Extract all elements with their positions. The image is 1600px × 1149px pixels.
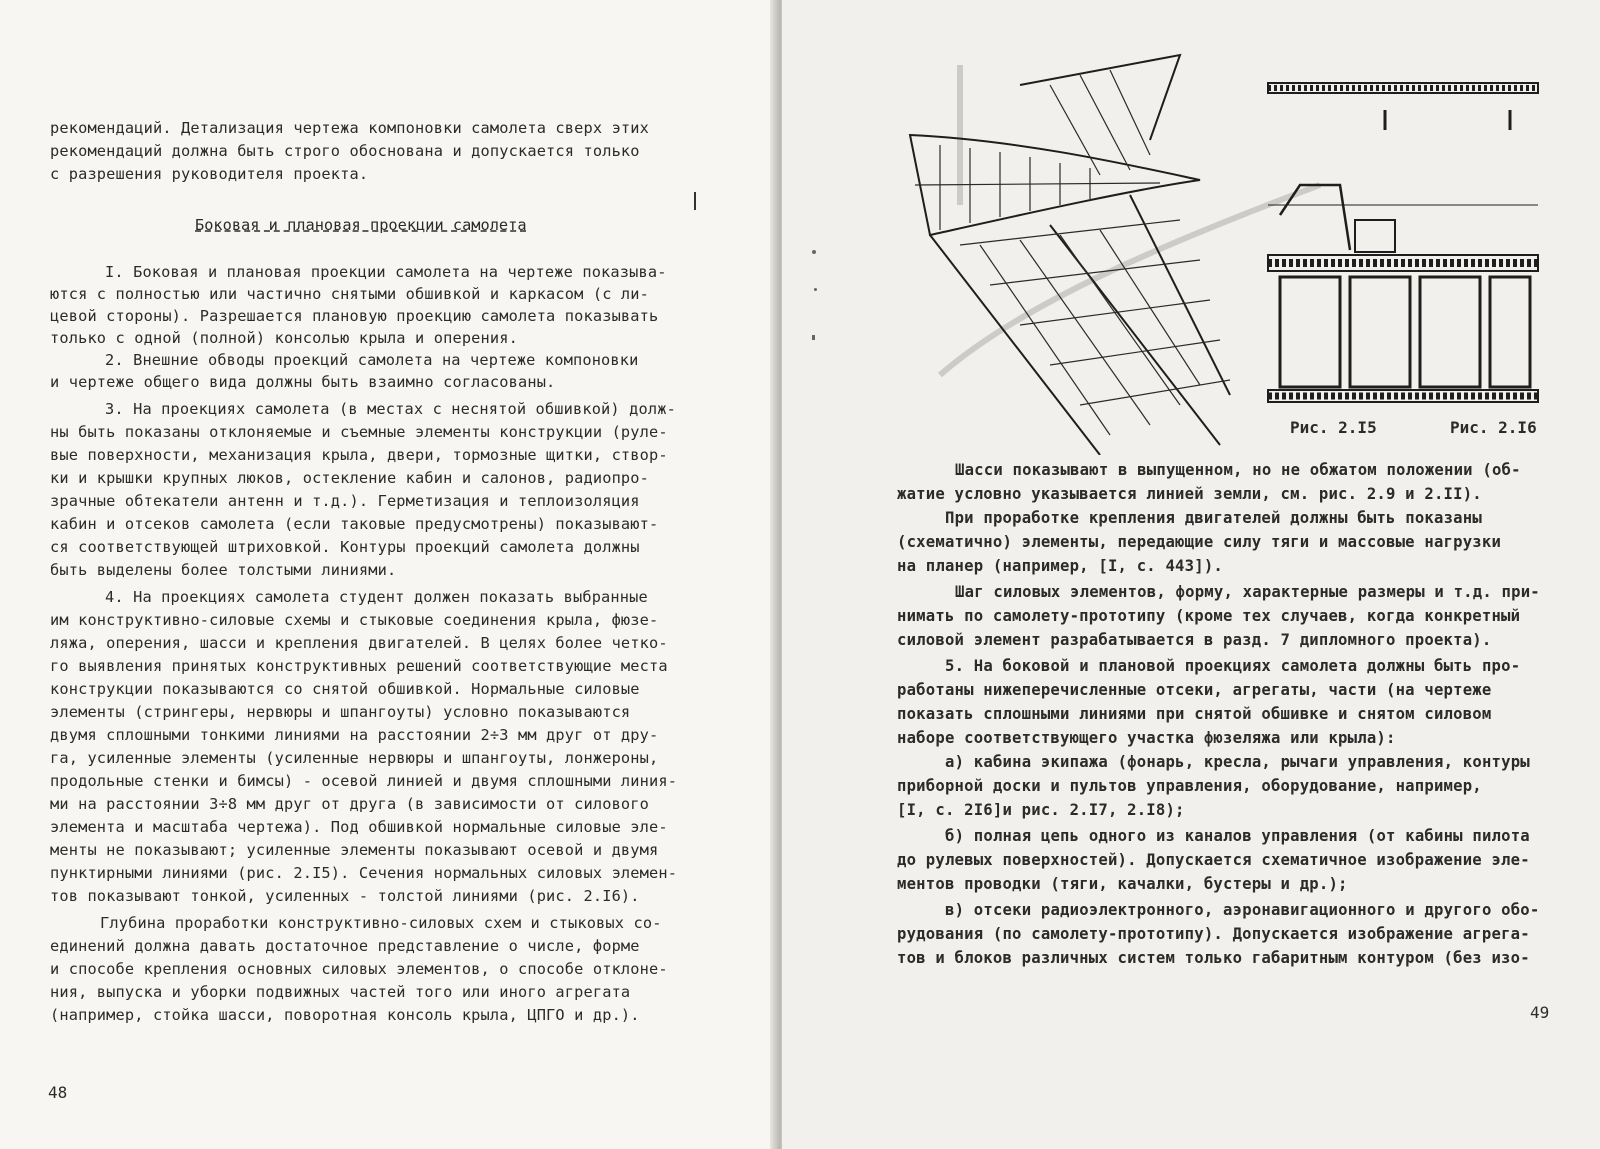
body-line: показать сплошными линиями при снятой обшивке и снятом силовом <box>897 705 1492 723</box>
intro-line: рекомендаций. Детализация чертежа компоновки самолета сверх этих <box>50 119 650 137</box>
body-line: ния, выпуска и уборки подвижных частей того или иного агрегата <box>50 983 631 1001</box>
body-line: элемента и масштаба чертежа). Под обшивкой нормальные силовые эле- <box>50 818 668 836</box>
body-line: I. Боковая и плановая проекции самолета на чертеже показыва- <box>105 263 667 281</box>
body-line: только с одной (полной) консолью крыла и оперения. <box>50 329 518 347</box>
body-line: наборе соответствующего участка фюзеляжа или крыла): <box>897 729 1396 747</box>
body-line: работаны нижеперечисленные отсеки, агрегаты, части (на чертеже <box>897 681 1492 699</box>
body-line: кабин и отсеков самолета (если таковые предусмотрены) показывают- <box>50 515 659 533</box>
body-line: Шаг силовых элементов, форму, характерные размеры и т.д. при- <box>955 583 1540 601</box>
body-line: конструкции показываются со снятой обшивкой. Нормальные силовые <box>50 680 640 698</box>
intro-line: рекомендаций должна быть строго обоснована и допускается только <box>50 142 640 160</box>
margin-mark <box>694 192 696 210</box>
left-page <box>0 0 778 1149</box>
body-line: двумя сплошными тонкими линиями на расстоянии 2÷3 мм друг от дру- <box>50 726 659 744</box>
body-line: приборной доски и пультов управления, оборудование, например, <box>897 777 1482 795</box>
body-line: 5. На боковой и плановой проекциях самолета должны быть про- <box>945 657 1521 675</box>
body-line: ми на расстоянии 3÷8 мм друг от друга (в зависимости от силового <box>50 795 650 813</box>
body-line: зрачные обтекатели антенн и т.д.). Герметизация и теплоизоляция <box>50 492 640 510</box>
body-line: жатие условно указывается линией земли, см. рис. 2.9 и 2.II). <box>897 485 1482 503</box>
body-line: силовой элемент разрабатывается в разд. 7 дипломного проекта). <box>897 631 1492 649</box>
body-line: а) кабина экипажа (фонарь, кресла, рычаги управления, контуры <box>945 753 1530 771</box>
body-line: элементы (стрингеры, нервюры и шпангоуты) условно показываются <box>50 703 631 721</box>
body-line: тов показывают тонкой, усиленных - толстой линиями (рис. 2.I6). <box>50 887 640 905</box>
body-line: нимать по самолету-прототипу (кроме тех случаев, когда конкретный <box>897 607 1521 625</box>
body-line: Шасси показывают в выпущенном, но не обжатом положении (об- <box>955 461 1521 479</box>
body-line: ляжа, оперения, шасси и крепления двигателей. В целях более четко- <box>50 634 668 652</box>
body-line: на планер (например, [I, с. 443]). <box>897 557 1223 575</box>
body-line: 2. Внешние обводы проекций самолета на чертеже компоновки <box>105 351 639 369</box>
aircraft-structure-figure <box>900 45 1550 455</box>
body-line: 4. На проекциях самолета студент должен показать выбранные <box>105 588 648 606</box>
body-line: пунктирными линиями (рис. 2.I5). Сечения нормальных силовых элемен- <box>50 864 678 882</box>
body-line: в) отсеки радиоэлектронного, аэронавигационного и другого обо- <box>945 901 1540 919</box>
body-line: ки и крышки крупных люков, остекление кабин и салонов, радиопро- <box>50 469 650 487</box>
body-line: 3. На проекциях самолета (в местах с неснятой обшивкой) долж- <box>105 400 676 418</box>
body-line: (схематично) элементы, передающие силу тяги и массовые нагрузки <box>897 533 1502 551</box>
body-line: менты не показывают; усиленные элементы показывают осевой и двумя <box>50 841 659 859</box>
body-line: б) полная цепь одного из каналов управления (от кабины пилота <box>945 827 1530 845</box>
body-line: тов и блоков различных систем только габаритным контуром (без изо- <box>897 949 1530 967</box>
body-line: Глубина проработки конструктивно-силовых схем и стыковых со- <box>100 914 662 932</box>
body-line: им конструктивно-силовые схемы и стыковые соединения крыла, фюзе- <box>50 611 659 629</box>
body-line: вые поверхности, механизация крыла, двери, тормозные щитки, створ- <box>50 446 668 464</box>
body-line: ны быть показаны отклоняемые и съемные элементы конструкции (руле- <box>50 423 668 441</box>
body-line: га, усиленные элементы (усиленные нервюры и шпангоуты, лонжероны, <box>50 749 659 767</box>
body-line: ются с полностью или частично снятыми обшивкой и каркасом (с ли- <box>50 285 650 303</box>
body-line: При проработке крепления двигателей должны быть показаны <box>945 509 1482 527</box>
body-line: быть выделены более толстыми линиями. <box>50 561 397 579</box>
section-heading: Боковая и плановая проекции самолета <box>195 216 527 234</box>
body-line: [I, с. 2I6]и рис. 2.I7, 2.I8); <box>897 801 1185 819</box>
body-line: и способе крепления основных силовых элементов, о способе отклоне- <box>50 960 668 978</box>
body-line: единений должна давать достаточное представление о числе, форме <box>50 937 640 955</box>
body-line: и чертеже общего вида должны быть взаимно согласованы. <box>50 373 556 391</box>
body-line: ся соответствующей штриховкой. Контуры проекций самолета должны <box>50 538 640 556</box>
body-line: (например, стойка шасси, поворотная консоль крыла, ЦПГО и др.). <box>50 1006 640 1024</box>
body-line: ментов проводки (тяги, качалки, бустеры и др.); <box>897 875 1348 893</box>
intro-line: с разрешения руководителя проекта. <box>50 165 369 183</box>
body-line: до рулевых поверхностей). Допускается схематичное изображение эле- <box>897 851 1530 869</box>
figure-caption-2-16: Рис. 2.I6 <box>1450 418 1537 437</box>
figure-caption-2-15: Рис. 2.I5 <box>1290 418 1377 437</box>
body-line: цевой стороны). Разрешается плановую проекцию самолета показывать <box>50 307 659 325</box>
page-number: 49 <box>1530 1003 1550 1022</box>
body-line: го выявления принятых конструктивных решений соответствующие места <box>50 657 668 675</box>
page-number: 48 <box>48 1083 68 1102</box>
body-line: продольные стенки и бимсы) - осевой линией и двумя сплошными линия- <box>50 772 678 790</box>
body-line: рудования (по самолету-прототипу). Допускается изображение агрега- <box>897 925 1530 943</box>
